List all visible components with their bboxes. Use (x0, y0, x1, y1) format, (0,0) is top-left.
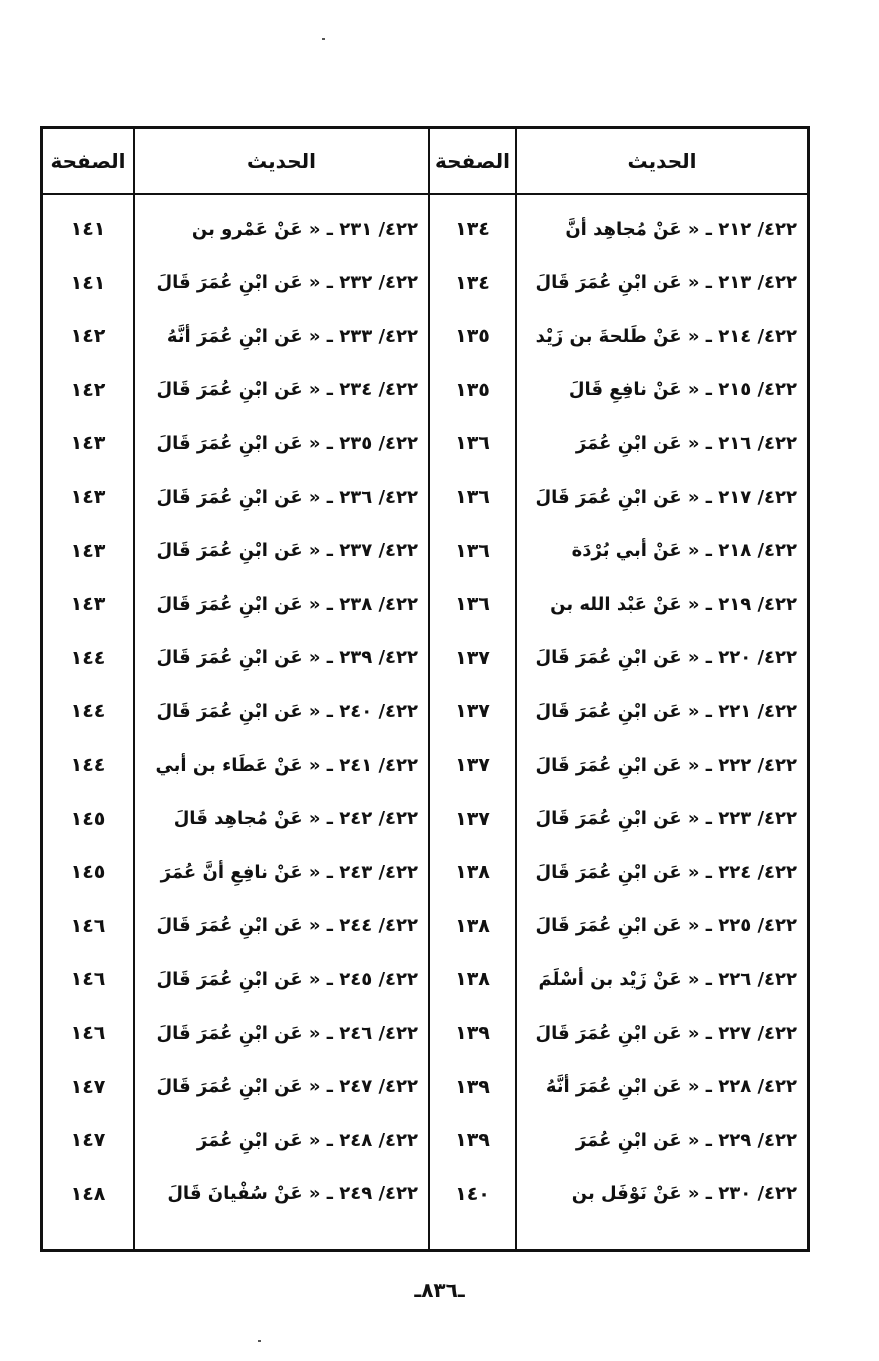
right-page-number: ١٣٩ (455, 1129, 490, 1152)
header-right-page: الصفحة (435, 149, 511, 173)
right-page-number: ١٣٦ (455, 593, 490, 616)
right-hadith-entry: ٤٢٢/ ٢١٨ ـ « عَنْ أبي بُرْدَة (571, 540, 797, 562)
left-hadith-entry: ٤٢٢/ ٢٣٩ ـ « عَن ابْنِ عُمَرَ قَالَ (156, 647, 418, 669)
left-page-number: ١٤٣ (70, 486, 106, 508)
left-hadith-entry: ٤٢٢/ ٢٣٦ ـ « عَن ابْنِ عُمَرَ قَالَ (156, 486, 418, 508)
header-left-hadith: الحديث (247, 149, 317, 173)
left-hadith-entry: ٤٢٢/ ٢٤٢ ـ « عَنْ مُجاهِد قَالَ (173, 808, 418, 830)
left-hadith-entry: ٤٢٢/ ٢٣٨ ـ « عَن ابْنِ عُمَرَ قَالَ (156, 593, 418, 615)
left-hadith-entry: ٤٢٢/ ٢٤٤ ـ « عَن ابْنِ عُمَرَ قَالَ (156, 915, 418, 937)
right-page-number: ١٣٦ (455, 486, 490, 508)
left-page-number: ١٤٨ (70, 1182, 106, 1205)
right-hadith-entry: ٤٢٢/ ٢٢٠ ـ « عَن ابْنِ عُمَرَ قَالَ (535, 647, 797, 669)
right-hadith-entry: ٤٢٢/ ٢١٤ ـ « عَنْ طَلحةَ بن زَيْد (535, 325, 797, 347)
right-hadith-entry: ٤٢٢/ ٢١٩ ـ « عَنْ عَبْد الله بن (550, 593, 797, 615)
left-page-number: ١٤٢ (70, 325, 106, 348)
scan-speck (322, 38, 325, 40)
left-page-number: ١٤٢ (70, 378, 106, 401)
right-page-number: ١٣٧ (455, 807, 490, 830)
right-page-number: ١٣٨ (455, 861, 490, 884)
right-page-number: ١٣٧ (455, 754, 490, 776)
left-page-number: ١٤٦ (70, 914, 106, 937)
right-page-number: ١٣٥ (455, 325, 490, 348)
right-page-number: ١٣٥ (455, 378, 490, 401)
left-page-number: ١٤٣ (70, 432, 106, 455)
right-page-number: ١٣٨ (455, 968, 490, 991)
right-hadith-entry: ٤٢٢/ ٢١٥ ـ « عَنْ نافِعِ قَالَ (568, 379, 797, 401)
page-number: ـ٨٣٦ـ (414, 1278, 465, 1302)
right-hadith-entry: ٤٢٢/ ٢١٢ ـ « عَنْ مُجاهِد أنَّ (565, 218, 797, 240)
right-hadith-entry: ٤٢٢/ ٢٢٤ ـ « عَن ابْنِ عُمَرَ قَالَ (535, 861, 797, 883)
left-page-number: ١٤٦ (70, 1022, 106, 1044)
right-page-number: ١٣٨ (455, 914, 490, 937)
left-hadith-entry: ٤٢٢/ ٢٤٩ ـ « عَنْ سُفْيانَ قَالَ (167, 1183, 418, 1205)
right-page-number: ١٣٤ (455, 218, 490, 240)
index-table (40, 126, 810, 1252)
right-hadith-entry: ٤٢٢/ ٢٢٣ ـ « عَن ابْنِ عُمَرَ قَالَ (535, 808, 797, 830)
right-hadith-entry: ٤٢٢/ ٢١٦ ـ « عَن ابْنِ عُمَرَ (575, 432, 797, 454)
left-page-number: ١٤٤ (70, 700, 106, 723)
left-hadith-entry: ٤٢٢/ ٢٣٢ ـ « عَن ابْنِ عُمَرَ قَالَ (156, 272, 418, 294)
left-hadith-entry: ٤٢٢/ ٢٤٨ ـ « عَن ابْنِ عُمَرَ (196, 1129, 418, 1151)
right-page-number: ١٤٠ (455, 1182, 490, 1205)
right-hadith-entry: ٤٢٢/ ٢٢٩ ـ « عَن ابْنِ عُمَرَ (575, 1129, 797, 1151)
right-page-number: ١٣٧ (455, 700, 490, 723)
right-page-number: ١٣٩ (455, 1022, 490, 1044)
right-hadith-entry: ٤٢٢/ ٢٢٦ ـ « عَنْ زَيْد بن أسْلَمَ (538, 968, 797, 990)
left-hadith-entry: ٤٢٢/ ٢٤٥ ـ « عَن ابْنِ عُمَرَ قَالَ (156, 968, 418, 990)
left-page-number: ١٤٣ (70, 593, 106, 616)
right-hadith-entry: ٤٢٢/ ٢٣٠ ـ « عَنْ نَوْفَل بن (571, 1183, 797, 1205)
left-hadith-entry: ٤٢٢/ ٢٣٥ ـ « عَن ابْنِ عُمَرَ قَالَ (156, 432, 418, 454)
left-page-number: ١٤٧ (70, 1129, 106, 1152)
left-hadith-entry: ٤٢٢/ ٢٣٤ ـ « عَن ابْنِ عُمَرَ قَالَ (156, 379, 418, 401)
left-page-number: ١٤١ (70, 218, 106, 240)
right-page-number: ١٣٩ (455, 1075, 490, 1098)
right-page-number: ١٣٧ (455, 646, 490, 669)
right-hadith-entry: ٤٢٢/ ٢٢٨ ـ « عَن ابْنِ عُمَرَ أنَّهُ (545, 1076, 797, 1098)
left-hadith-entry: ٤٢٢/ ٢٣٣ ـ « عَن ابْنِ عُمَرَ أنَّهُ (166, 325, 418, 347)
right-hadith-entry: ٤٢٢/ ٢٢٥ ـ « عَن ابْنِ عُمَرَ قَالَ (535, 915, 797, 937)
header-left-page: الصفحة (50, 149, 126, 173)
right-hadith-entry: ٤٢٢/ ٢٢١ ـ « عَن ابْنِ عُمَرَ قَالَ (535, 700, 797, 722)
right-hadith-entry: ٤٢٢/ ٢١٣ ـ « عَن ابْنِ عُمَرَ قَالَ (535, 272, 797, 294)
left-hadith-entry: ٤٢٢/ ٢٤٧ ـ « عَن ابْنِ عُمَرَ قَالَ (156, 1076, 418, 1098)
left-hadith-entry: ٤٢٢/ ٢٤٣ ـ « عَنْ نافِعِ أنَّ عُمَرَ (160, 861, 418, 883)
left-hadith-entry: ٤٢٢/ ٢٣٧ ـ « عَن ابْنِ عُمَرَ قَالَ (156, 540, 418, 562)
left-hadith-entry: ٤٢٢/ ٢٤٠ ـ « عَن ابْنِ عُمَرَ قَالَ (156, 700, 418, 722)
left-page-number: ١٤٤ (70, 754, 106, 776)
right-page-number: ١٣٦ (455, 539, 490, 562)
left-page-number: ١٤٦ (70, 968, 106, 991)
left-page-number: ١٤٤ (70, 646, 106, 669)
left-page-number: ١٤٥ (70, 807, 106, 830)
left-hadith-entry: ٤٢٢/ ٢٤١ ـ « عَنْ عَطَاء بن أبي (155, 754, 418, 776)
left-page-number: ١٤٧ (70, 1075, 106, 1098)
left-page-number: ١٤١ (70, 271, 106, 294)
right-hadith-entry: ٤٢٢/ ٢٢٢ ـ « عَن ابْنِ عُمَرَ قَالَ (535, 754, 797, 776)
left-hadith-entry: ٤٢٢/ ٢٤٦ ـ « عَن ابْنِ عُمَرَ قَالَ (156, 1022, 418, 1044)
right-hadith-entry: ٤٢٢/ ٢٢٧ ـ « عَن ابْنِ عُمَرَ قَالَ (535, 1022, 797, 1044)
header-right-hadith: الحديث (627, 149, 697, 173)
header-divider (43, 193, 807, 195)
left-hadith-entry: ٤٢٢/ ٢٣١ ـ « عَنْ عَمْرو بن (191, 218, 418, 240)
scan-speck (258, 1340, 261, 1342)
right-page-number: ١٣٤ (455, 271, 490, 294)
left-page-number: ١٤٥ (70, 861, 106, 884)
right-page-number: ١٣٦ (455, 432, 490, 455)
right-hadith-entry: ٤٢٢/ ٢١٧ ـ « عَن ابْنِ عُمَرَ قَالَ (535, 486, 797, 508)
left-page-number: ١٤٣ (70, 539, 106, 562)
